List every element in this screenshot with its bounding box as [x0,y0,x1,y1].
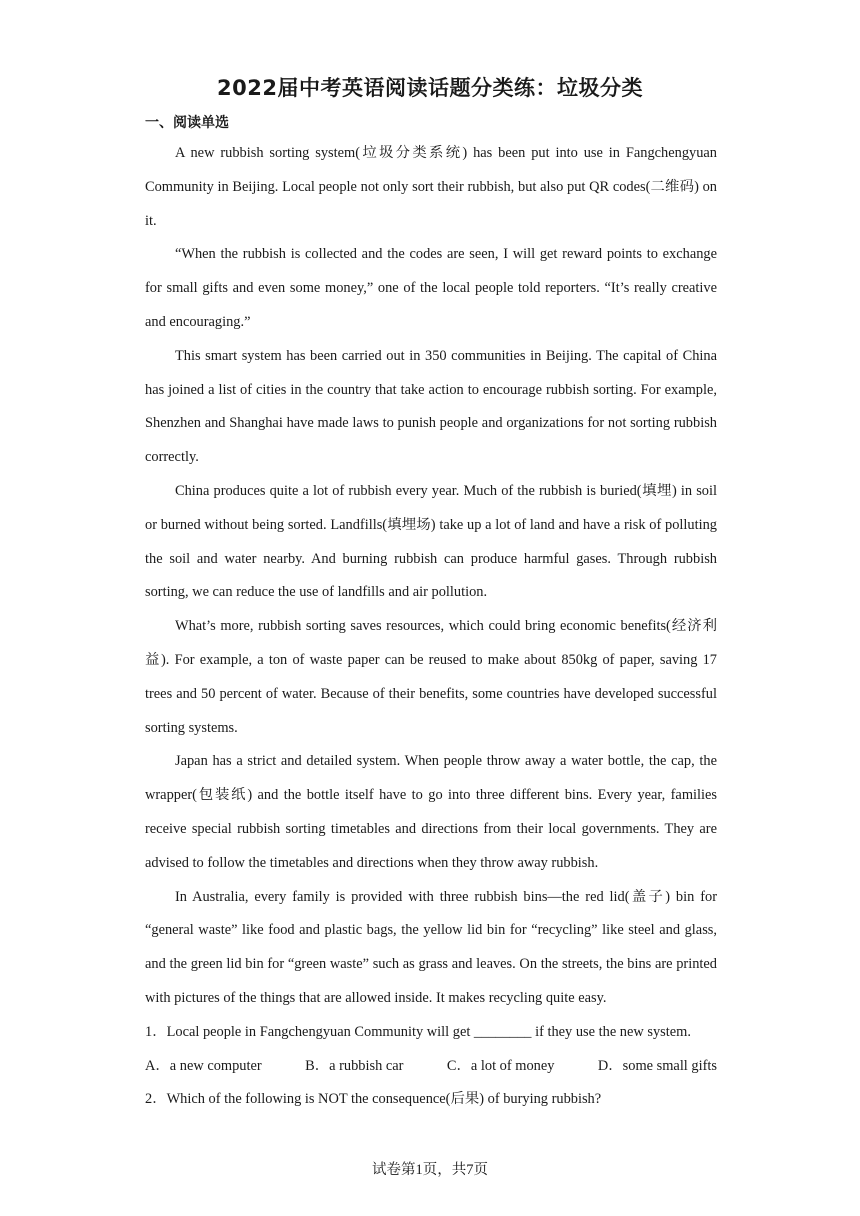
section-heading: 一、阅读单选 [145,115,229,131]
question-1-options [145,1050,717,1084]
document-title: 2022届中考英语阅读话题分类练：垃圾分类 [217,76,643,100]
paragraph-4: China produces quite a lot of rubbish every year. Much of the rubbish is buried(填埋) in soil or burned without being sorted. Landfills(填埋场) take up a lot of land and have a risk of polluting the soil and water nearby. And burning rubbish can produce harmful gases. Through rubbish sorting, we can reduce the use of landfills and air pollution. [145,482,717,601]
option-c: C．a lot of money [446,1057,555,1074]
paragraph-5: What’s more, rubbish sorting saves resources, which could bring economic benefits(经济利益). For example, a ton of waste paper can be reused to make about 850kg of paper, saving 17 trees and 50 percent of water. Because of their benefits, some countries have developed successful sorting systems. [145,618,717,736]
reading-passage [145,137,717,1117]
question-1: 1．Local people in Fangchengyuan Community will get ________ if they use the new system. [145,1023,691,1040]
option-b: B．a rubbish car [305,1057,404,1074]
paragraph-2: “When the rubbish is collected and the codes are seen, I will get reward points to exchange for small gifts and even some money,” one of the local people told reporters. “It’s really creative and encouraging.” [145,246,717,330]
option-d: D．some small gifts [597,1057,717,1074]
paragraph-7: In Australia, every family is provided with three rubbish bins—the red lid(盖子) bin for “general waste” like food and plastic bags, the yellow lid bin for “recycling” like steel and glass, and the green lid bin for “green waste” such as grass and leaves. On the streets, the bins are printed with pictures of the things that are allowed inside. It makes recycling quite easy. [145,888,717,1006]
paragraph-3: This smart system has been carried out in 350 communities in Beijing. The capital of China has joined a list of cities in the country that take action to encourage rubbish sorting. For example, Shenzhen and Shanghai have made laws to punish people and organizations for not sorting rubbish correctly. [145,347,717,466]
paragraph-1: A new rubbish sorting system(垃圾分类系统) has been put into use in Fangchengyuan Community in Beijing. Local people not only sort their rubbish, but also put QR codes(二维码) on it. [145,145,717,229]
paragraph-6: Japan has a strict and detailed system. When people throw away a water bottle, the cap, the wrapper(包装纸) and the bottle itself have to go into three different bins. Every year, families receive special rubbish sorting timetables and directions from their local governments. They are advised to follow the timetables and directions when they throw away rubbish. [145,753,717,871]
question-2: 2．Which of the following is NOT the consequence(后果) of burying rubbish? [145,1091,602,1108]
option-a: A．a new computer [145,1057,262,1074]
page-footer: 试卷第1页，共7页 [372,1162,488,1178]
